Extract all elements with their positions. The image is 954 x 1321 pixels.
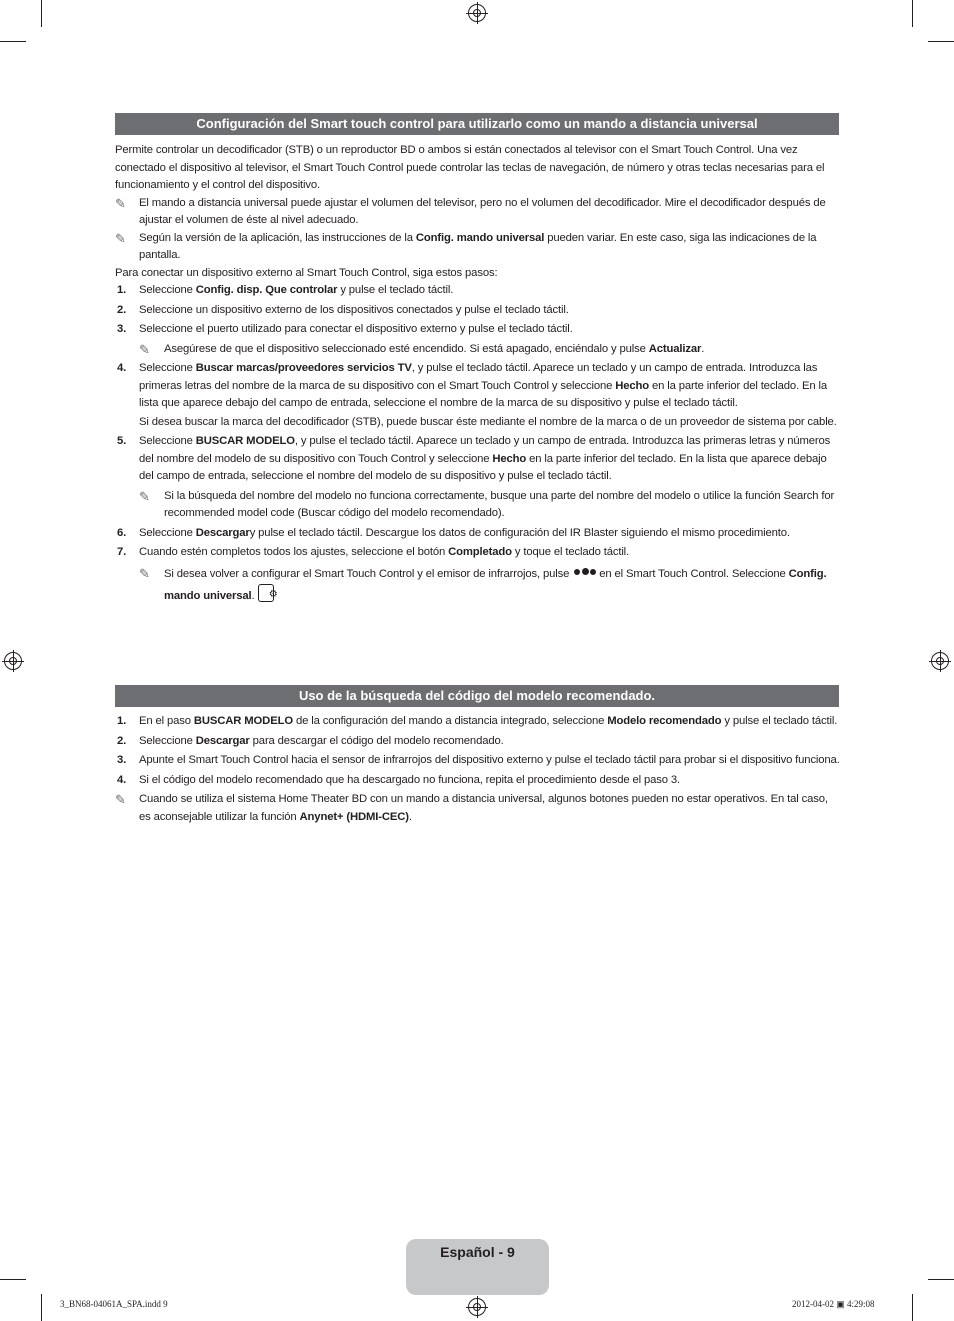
step-number: 4. bbox=[117, 773, 127, 786]
step-text: de la configuración del mando a distancia integrado, seleccione bbox=[292, 715, 608, 727]
note-text: Asegúrese de que el dispositivo seleccionado esté encendido. Si está apagado, enciéndalo y pulse bbox=[164, 342, 649, 355]
step-text: Seleccione bbox=[139, 284, 196, 296]
step-7 bbox=[115, 544, 841, 562]
menu-term: Hecho bbox=[615, 379, 650, 392]
menu-term: Actualizar bbox=[648, 342, 702, 355]
footer-filename: 3_BN68-04061A_SPA.indd 9 bbox=[60, 1299, 168, 1309]
crop-mark bbox=[928, 41, 954, 42]
step-text: Seleccione bbox=[139, 734, 196, 747]
step-text: Seleccione bbox=[139, 526, 196, 539]
crop-mark bbox=[912, 1294, 913, 1321]
sub-note bbox=[139, 341, 841, 359]
note-text: en el Smart Touch Control. Seleccione bbox=[596, 567, 789, 580]
step-text: Seleccione el puerto utilizado para conectar el dispositivo externo y pulse el teclado táctil. bbox=[139, 323, 573, 335]
step-text: Seleccione bbox=[139, 435, 196, 447]
step-text: en la parte inferior del teclado. En la lista que aparece debajo del campo de entrada, seleccione el nombre de la marca de su dispositivo y pulse el teclado táctil. bbox=[139, 379, 828, 409]
step-2 bbox=[115, 302, 841, 320]
note-text: Si desea volver a configurar el Smart Touch Control y el emisor de infrarrojos, pulse bbox=[164, 567, 573, 580]
note-text: . bbox=[408, 810, 412, 823]
note-app-version bbox=[115, 230, 841, 265]
step-6 bbox=[115, 525, 841, 543]
menu-term: Config. mando universal bbox=[164, 567, 827, 602]
step-text: Si desea buscar la marca del decodificador (STB), puede buscar éste mediante el nombre de la marca o de un proveedor de sistema por cable. bbox=[139, 415, 837, 428]
step-number: 4. bbox=[117, 362, 127, 374]
menu-term: Completado bbox=[448, 546, 512, 558]
step-2 bbox=[115, 733, 841, 751]
pencil-note-icon: ✎ bbox=[139, 565, 150, 581]
step-7-note bbox=[115, 564, 841, 606]
steps-lead: Para conectar un dispositivo externo al Smart Touch Control, siga estos pasos: bbox=[115, 266, 498, 279]
step-text: en la parte inferior del teclado. En la lista que aparece debajo del campo de entrada, seleccione el nombre del modelo de su dispositivo y pulse el teclado táctil. bbox=[139, 452, 827, 482]
step-text: para descargar el código del modelo recomendado. bbox=[249, 734, 504, 747]
menu-term: BUSCAR MODELO bbox=[195, 435, 295, 447]
step-4 bbox=[115, 360, 841, 413]
step-1 bbox=[115, 713, 841, 731]
step-number: 3. bbox=[117, 323, 127, 335]
remote-settings-icon bbox=[258, 584, 274, 602]
menu-term: Descargar bbox=[195, 526, 250, 539]
note-text: pueden variar. En este caso, siga las indicaciones de la pantalla. bbox=[139, 231, 817, 261]
note-text: Según la versión de la aplicación, las instrucciones de la bbox=[139, 231, 416, 244]
section-title-universal-remote: Configuración del Smart touch control para utilizarlo como un mando a distancia universal bbox=[115, 113, 839, 135]
note-text: . bbox=[251, 589, 255, 602]
pencil-note-icon: ✎ bbox=[139, 488, 150, 504]
menu-term: Config. mando universal bbox=[415, 231, 545, 244]
sub-note bbox=[139, 488, 841, 523]
crop-mark bbox=[0, 1279, 26, 1280]
note-text: El mando a distancia universal puede ajustar el volumen del televisor, pero no el volumen del decodificador. Mire el decodificador después de ajustar el volumen de éste al nivel adecuado. bbox=[139, 196, 826, 226]
menu-term: Modelo recomendado bbox=[607, 715, 722, 727]
crop-mark bbox=[928, 1279, 954, 1280]
step-5-note bbox=[115, 488, 841, 523]
registration-mark-icon bbox=[931, 652, 949, 670]
section-body-universal-remote bbox=[115, 142, 841, 608]
step-number: 1. bbox=[117, 284, 127, 296]
step-text: Si el código del modelo recomendado que ha descargado no funciona, repita el procedimiento desde el paso 3. bbox=[139, 773, 681, 786]
step-text: En el paso bbox=[139, 715, 194, 727]
menu-term: Descargar bbox=[195, 734, 250, 747]
step-number: 7. bbox=[117, 546, 127, 558]
note-volume bbox=[115, 195, 841, 230]
step-text: , y pulse el teclado táctil. Aparece un teclado y un campo de entrada. Introduzca las primeras letras del nombre de la marca de su dispositivo con el Smart Touch Control y seleccione bbox=[139, 362, 818, 392]
registration-mark-icon bbox=[468, 1298, 486, 1316]
menu-term: Hecho bbox=[492, 452, 527, 465]
pencil-note-icon: ✎ bbox=[115, 792, 126, 807]
pencil-note-icon: ✎ bbox=[139, 341, 150, 357]
pencil-note-icon: ✎ bbox=[115, 195, 126, 211]
step-text: y toque el teclado táctil. bbox=[511, 546, 630, 558]
step-text: Seleccione bbox=[139, 362, 196, 374]
footer-timestamp: 2012-04-02 ▣ 4:29:08 bbox=[792, 1299, 875, 1309]
step-text: y pulse el teclado táctil. bbox=[337, 284, 454, 296]
crop-mark bbox=[41, 0, 42, 27]
menu-term: Anynet+ (HDMI-CEC) bbox=[299, 810, 409, 823]
section-title-recommended-code: Uso de la búsqueda del código del modelo recomendado. bbox=[115, 685, 839, 707]
step-text: , y pulse el teclado táctil. Aparece un teclado y un campo de entrada. Introduzca las primeras letras y números del nombre del modelo de su dispositivo con Touch Control y seleccione bbox=[139, 435, 831, 465]
menu-term: BUSCAR MODELO bbox=[193, 715, 293, 727]
step-5 bbox=[115, 433, 841, 486]
step-number: 2. bbox=[117, 303, 127, 316]
step-text: Seleccione un dispositivo externo de los dispositivos conectados y pulse el teclado táctil. bbox=[139, 303, 569, 316]
registration-mark-icon bbox=[468, 4, 486, 22]
step-text: y pulse el teclado táctil. bbox=[721, 715, 838, 727]
note-text: . bbox=[701, 342, 705, 355]
section-body-recommended-code bbox=[115, 713, 841, 826]
step-text: Cuando estén completos todos los ajustes, seleccione el botón bbox=[139, 546, 449, 558]
intro-paragraph: Permite controlar un decodificador (STB) o un reproductor BD o ambos si están conectados al televisor con el Smart Touch Control. Una vez conectado el dispositivo al televisor, el Smart Touch Control puede controlar las teclas de navegación, de número y otras teclas necesarias para el funcionamiento y el control del dispositivo. bbox=[115, 144, 825, 191]
menu-term: Buscar marcas/proveedores servicios TV bbox=[195, 362, 412, 374]
step-text: y pulse el teclado táctil. Descargue los datos de configuración del IR Blaster siguiendo el mismo procedimiento. bbox=[249, 526, 790, 539]
note-text: Si la búsqueda del nombre del modelo no funciona correctamente, busque una parte del nombre del modelo o utilice la función Search for recommended model code (Buscar código del modelo recomendado). bbox=[164, 489, 835, 519]
step-3 bbox=[115, 321, 841, 339]
step-number: 6. bbox=[117, 526, 127, 539]
step-number: 3. bbox=[117, 754, 127, 766]
note-text: Cuando se utiliza el sistema Home Theater BD con un mando a distancia universal, algunos botones pueden no estar operativos. En tal caso, es aconsejable utilizar la función bbox=[139, 793, 828, 823]
page-number: Español - 9 bbox=[440, 1244, 515, 1260]
crop-mark bbox=[0, 41, 26, 42]
step-4-extra bbox=[115, 414, 841, 432]
pencil-note-icon: ✎ bbox=[115, 230, 126, 246]
menu-term: Config. disp. Que controlar bbox=[195, 284, 338, 296]
step-text: Apunte el Smart Touch Control hacia el sensor de infrarrojos del dispositivo externo y pulse el teclado táctil para probar si el dispositivo funciona. bbox=[139, 754, 840, 766]
step-1 bbox=[115, 282, 841, 300]
remote-button-icon bbox=[572, 566, 596, 578]
note-home-theater bbox=[115, 791, 841, 826]
registration-mark-icon bbox=[4, 652, 22, 670]
step-4 bbox=[115, 772, 841, 790]
crop-mark bbox=[41, 1294, 42, 1321]
step-3 bbox=[115, 752, 841, 770]
crop-mark bbox=[912, 0, 913, 27]
step-number: 1. bbox=[117, 715, 127, 727]
step-number: 5. bbox=[117, 435, 127, 447]
step-3-note bbox=[115, 341, 841, 359]
sub-note bbox=[139, 564, 841, 606]
step-number: 2. bbox=[117, 734, 127, 747]
